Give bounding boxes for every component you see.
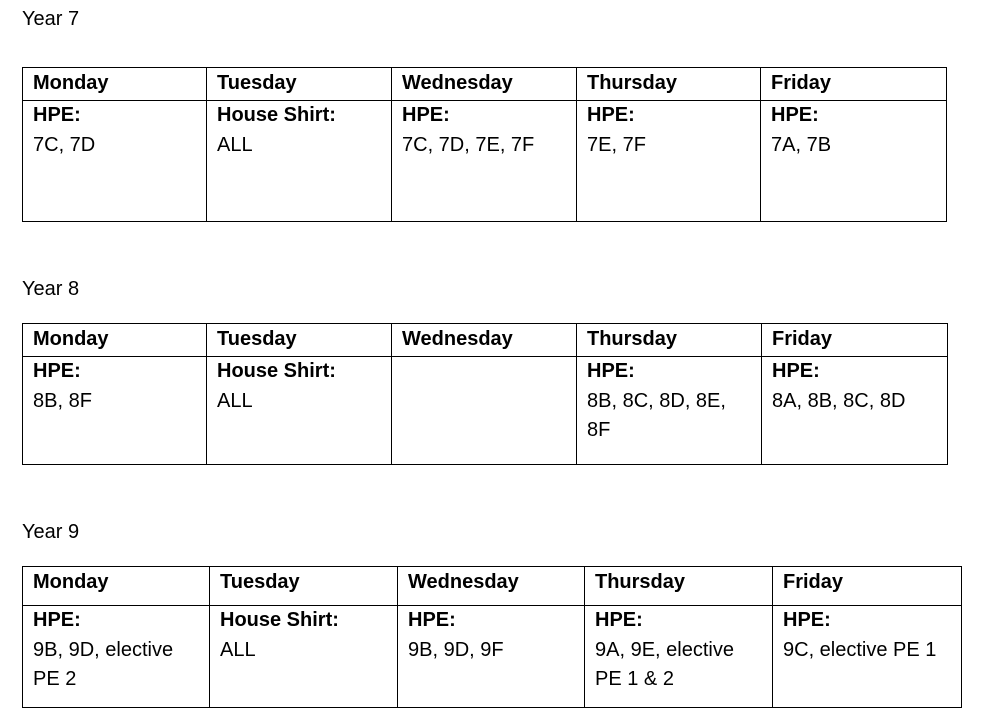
day-header-wednesday: Wednesday: [392, 324, 577, 357]
cell-value: ALL: [217, 133, 253, 156]
table-row: [23, 606, 962, 708]
schedule-table-year-7: [22, 67, 947, 222]
cell-value: 7A, 7B: [771, 133, 832, 156]
cell-label: HPE:: [33, 360, 81, 382]
cell-value: ALL: [217, 389, 253, 412]
table-header-row: [23, 324, 948, 357]
cell-value: 8B, 8C, 8D, 8E, 8F: [587, 389, 726, 441]
schedule-table-year-9: [22, 566, 962, 708]
schedule-cell-monday: [23, 101, 207, 222]
cell-label: HPE:: [587, 360, 635, 382]
schedule-cell-thursday: [585, 606, 773, 708]
table-row: [23, 357, 948, 465]
day-header-monday: Monday: [23, 567, 210, 606]
table-header-row: [23, 68, 947, 101]
schedule-cell-tuesday: [207, 101, 392, 222]
cell-label: HPE:: [587, 104, 635, 126]
schedule-cell-wednesday: [392, 101, 577, 222]
cell-label: HPE:: [772, 360, 820, 382]
cell-label: House Shirt:: [217, 104, 336, 126]
cell-label: HPE:: [33, 609, 81, 631]
schedule-cell-monday: [23, 606, 210, 708]
cell-value: 9A, 9E, elective PE 1 & 2: [595, 638, 734, 690]
cell-label: HPE:: [771, 104, 819, 126]
table-header-row: [23, 567, 962, 606]
section-title-year-8: Year 8: [22, 278, 80, 300]
day-header-thursday: Thursday: [577, 324, 762, 357]
cell-value: 9C, elective PE 1: [783, 638, 937, 661]
schedule-cell-wednesday: [398, 606, 585, 708]
day-header-monday: Monday: [23, 324, 207, 357]
cell-label: House Shirt:: [217, 360, 336, 382]
cell-value: 9B, 9D, elective PE 2: [33, 638, 174, 690]
schedule-cell-monday: [23, 357, 207, 465]
cell-value: 7E, 7F: [587, 133, 646, 156]
day-header-tuesday: Tuesday: [207, 324, 392, 357]
schedule-cell-friday: [762, 357, 948, 465]
cell-value: 8A, 8B, 8C, 8D: [772, 389, 906, 412]
schedule-cell-friday: [773, 606, 962, 708]
schedule-cell-thursday: [577, 101, 761, 222]
day-header-monday: Monday: [23, 68, 207, 101]
cell-label: HPE:: [783, 609, 831, 631]
section-title-year-7: Year 7: [22, 8, 80, 30]
day-header-friday: Friday: [773, 567, 962, 606]
cell-value: ALL: [220, 638, 256, 661]
day-header-tuesday: Tuesday: [210, 567, 398, 606]
schedule-table-year-8: [22, 323, 948, 465]
section-title-year-9: Year 9: [22, 521, 80, 543]
day-header-friday: Friday: [762, 324, 948, 357]
schedule-cell-tuesday: [207, 357, 392, 465]
day-header-tuesday: Tuesday: [207, 68, 392, 101]
cell-label: HPE:: [33, 104, 81, 126]
cell-value: 9B, 9D, 9F: [408, 638, 504, 661]
schedule-cell-thursday: [577, 357, 762, 465]
cell-label: HPE:: [595, 609, 643, 631]
day-header-thursday: Thursday: [577, 68, 761, 101]
schedule-cell-tuesday: [210, 606, 398, 708]
cell-label: HPE:: [408, 609, 456, 631]
day-header-friday: Friday: [761, 68, 947, 101]
cell-label: House Shirt:: [220, 609, 339, 631]
table-row: [23, 101, 947, 222]
cell-label: HPE:: [402, 104, 450, 126]
day-header-thursday: Thursday: [585, 567, 773, 606]
schedule-cell-friday: [761, 101, 947, 222]
day-header-wednesday: Wednesday: [392, 68, 577, 101]
day-header-wednesday: Wednesday: [398, 567, 585, 606]
cell-value: 7C, 7D, 7E, 7F: [402, 133, 535, 156]
cell-value: 8B, 8F: [33, 389, 92, 412]
cell-value: 7C, 7D: [33, 133, 96, 156]
schedule-cell-wednesday: [392, 357, 577, 465]
